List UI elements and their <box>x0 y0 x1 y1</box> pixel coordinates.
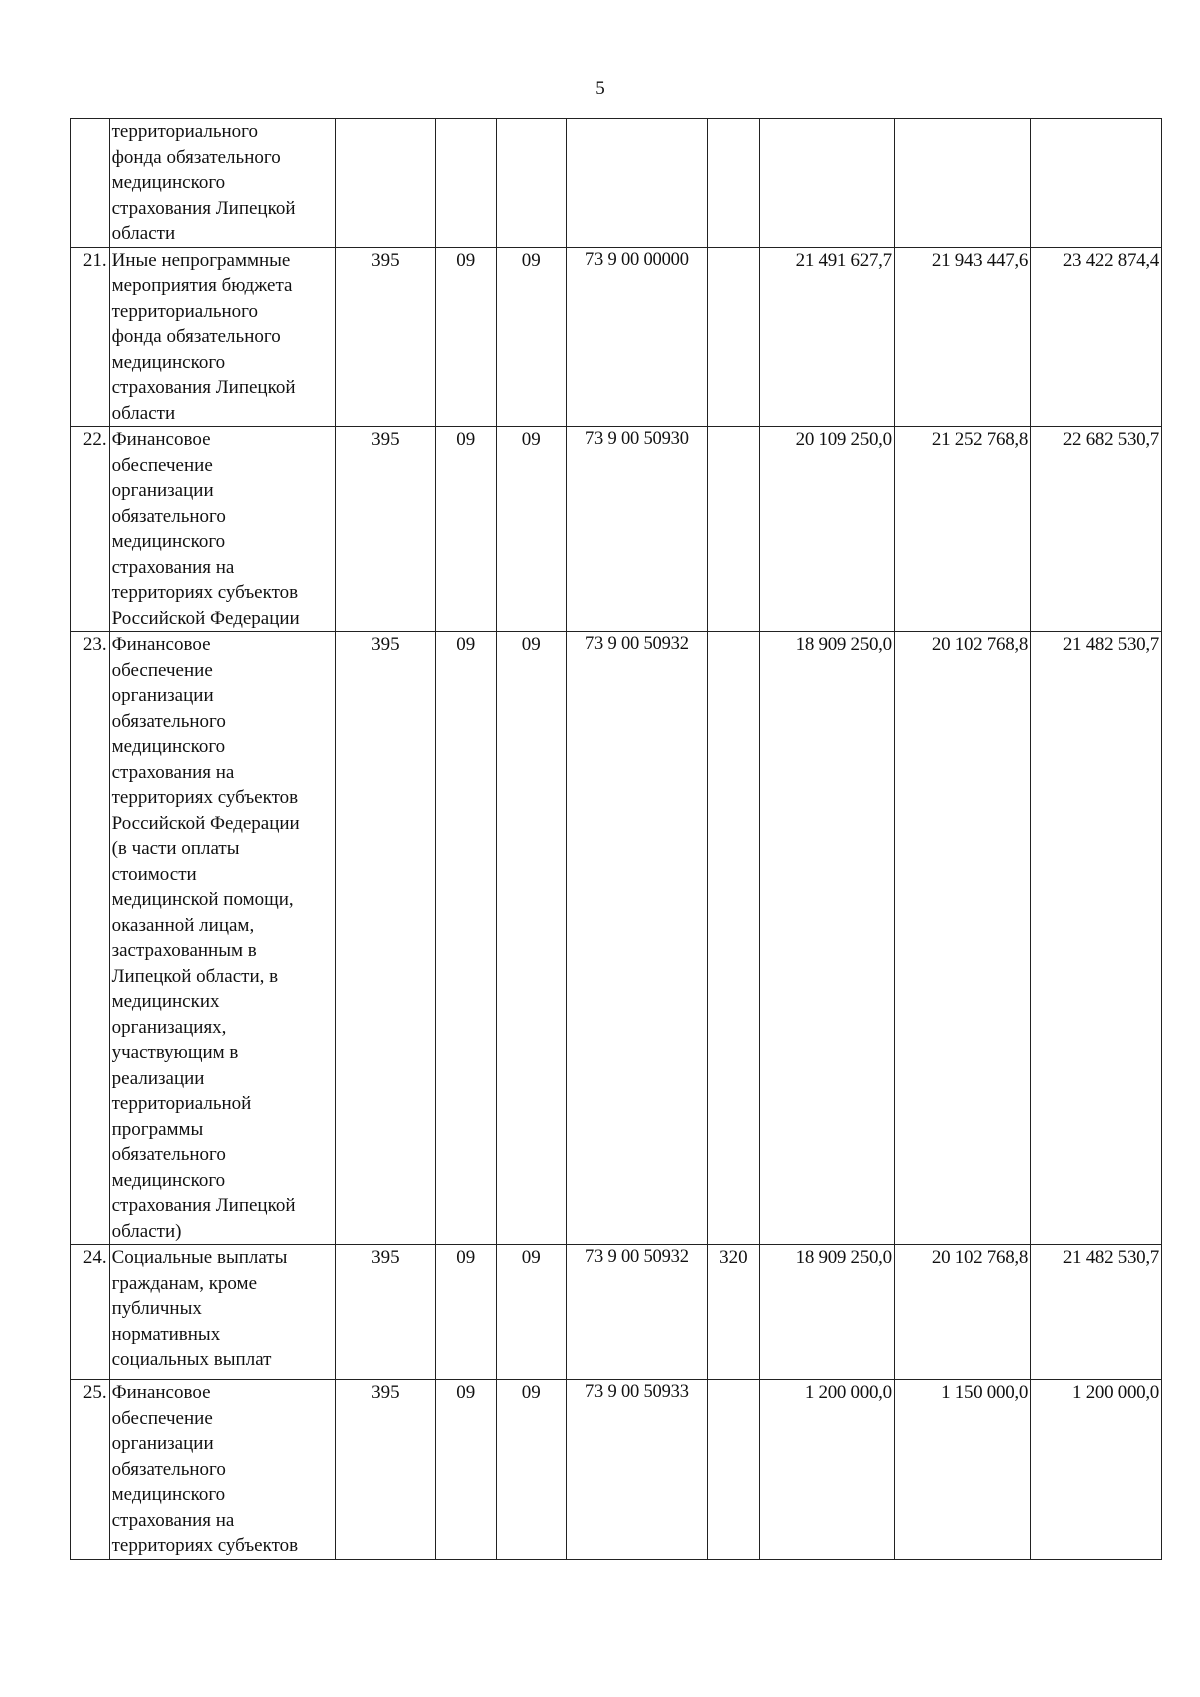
row-name-line: страхования на <box>111 1509 235 1531</box>
row-name-line: страхования на <box>111 556 235 578</box>
row-name-line: Финансовое <box>111 429 211 450</box>
row-name-line: Липецкой области, в <box>111 965 279 987</box>
row-name-line: медицинского <box>111 351 226 373</box>
row-name-line: территориях субъектов <box>111 787 299 808</box>
amount-year-2: 21 943 447,6 <box>894 247 1030 427</box>
row-name <box>109 247 335 427</box>
subsection-code: 09 <box>496 1380 566 1560</box>
section-code: 09 <box>435 1380 496 1560</box>
row-name <box>109 1245 335 1380</box>
row-number: 22. <box>71 427 110 632</box>
row-name-line: гражданам, кроме <box>111 1272 258 1294</box>
section-code <box>435 119 496 248</box>
row-name-line: социальных выплат <box>111 1349 272 1370</box>
page-number: 5 <box>595 78 605 99</box>
row-name-line: обеспечение <box>111 1407 213 1429</box>
expense-kind-code <box>708 427 759 632</box>
row-name-line: Финансовое <box>111 634 211 655</box>
target-article-code: 73 9 00 50933 <box>566 1380 708 1560</box>
row-name-line: Российской Федерации <box>111 812 300 834</box>
row-number: 23. <box>71 632 110 1245</box>
row-name-line: (в части оплаты <box>111 838 240 859</box>
table-row <box>71 427 1162 632</box>
row-name <box>109 632 335 1245</box>
section-code: 09 <box>435 1245 496 1380</box>
row-number <box>71 119 110 248</box>
row-name-line: страхования Липецкой <box>111 377 296 398</box>
amount-year-3: 22 682 530,7 <box>1031 427 1162 632</box>
target-article-code: 73 9 00 50930 <box>566 427 708 632</box>
row-name-line: обеспечение <box>111 659 213 681</box>
target-article-code: 73 9 00 50932 <box>566 632 708 1245</box>
row-name-line: страхования на <box>111 761 235 783</box>
row-name-line: территориального <box>111 300 258 322</box>
budget-table <box>70 118 1162 1560</box>
ministry-code: 395 <box>335 427 435 632</box>
amount-year-1 <box>759 119 894 248</box>
expense-kind-code <box>708 632 759 1245</box>
table-row <box>71 1380 1162 1560</box>
row-name-line: территориальной <box>111 1093 252 1114</box>
row-name-line: медицинского <box>111 1169 226 1191</box>
amount-year-3 <box>1031 119 1162 248</box>
row-name-line: оказанной лицам, <box>111 914 255 936</box>
row-name <box>109 119 335 248</box>
ministry-code: 395 <box>335 247 435 427</box>
table-row <box>71 247 1162 427</box>
row-name-line: медицинского <box>111 531 226 552</box>
amount-year-1: 21 491 627,7 <box>759 247 894 427</box>
row-name-line: организациях, <box>111 1016 227 1038</box>
amount-year-2: 20 102 768,8 <box>894 1245 1030 1380</box>
table-body <box>71 119 1162 1560</box>
row-name-line: медицинского <box>111 172 226 193</box>
row-number: 24. <box>71 1245 110 1380</box>
amount-year-1: 18 909 250,0 <box>759 632 894 1245</box>
table-row <box>71 632 1162 1245</box>
subsection-code: 09 <box>496 1245 566 1380</box>
row-name <box>109 427 335 632</box>
row-name-line: нормативных <box>111 1323 221 1345</box>
row-name-line: обеспечение <box>111 454 213 476</box>
row-name-line: обязательного <box>111 505 226 527</box>
row-name-line: Финансовое <box>111 1382 211 1403</box>
row-name-line: публичных <box>111 1298 202 1319</box>
row-name-line: области <box>111 402 176 424</box>
row-name-line: фонда обязательного <box>111 146 281 168</box>
row-name-line: мероприятия бюджета <box>111 275 293 296</box>
table-row <box>71 119 1162 248</box>
row-name-line: области <box>111 223 176 244</box>
ministry-code: 395 <box>335 1245 435 1380</box>
row-name-line: Иные непрограммные <box>111 249 291 271</box>
row-name-line: реализации <box>111 1067 205 1089</box>
table-row <box>71 1245 1162 1380</box>
row-name-line: медицинской помощи, <box>111 889 294 910</box>
section-code: 09 <box>435 632 496 1245</box>
expense-kind-code: 320 <box>708 1245 759 1380</box>
row-name-line: программы <box>111 1118 204 1140</box>
amount-year-3: 21 482 530,7 <box>1031 632 1162 1245</box>
row-name-line: участвующим в <box>111 1042 239 1063</box>
subsection-code: 09 <box>496 632 566 1245</box>
row-name-line: территориях субъектов <box>111 582 299 603</box>
expense-kind-code <box>708 247 759 427</box>
amount-year-3: 21 482 530,7 <box>1031 1245 1162 1380</box>
row-name-line: застрахованным в <box>111 940 257 961</box>
amount-year-3: 23 422 874,4 <box>1031 247 1162 427</box>
row-name-line: обязательного <box>111 1144 226 1165</box>
row-name-line: медицинских <box>111 991 220 1012</box>
row-name-line: организации <box>111 685 214 706</box>
row-name-line: области) <box>111 1220 182 1242</box>
row-name-line: обязательного <box>111 710 226 732</box>
row-name-line: организации <box>111 1433 214 1454</box>
section-code: 09 <box>435 427 496 632</box>
target-article-code <box>566 119 708 248</box>
section-code: 09 <box>435 247 496 427</box>
ministry-code: 395 <box>335 1380 435 1560</box>
row-number: 21. <box>71 247 110 427</box>
target-article-code: 73 9 00 50932 <box>566 1245 708 1380</box>
expense-kind-code <box>708 1380 759 1560</box>
ministry-code <box>335 119 435 248</box>
row-name-line: медицинского <box>111 736 226 757</box>
ministry-code: 395 <box>335 632 435 1245</box>
row-name-line: стоимости <box>111 863 197 885</box>
row-number: 25. <box>71 1380 110 1560</box>
row-name-line: территориального <box>111 121 258 142</box>
row-name-line: фонда обязательного <box>111 326 281 347</box>
subsection-code <box>496 119 566 248</box>
row-name-line: территориях субъектов <box>111 1535 299 1556</box>
subsection-code: 09 <box>496 427 566 632</box>
subsection-code: 09 <box>496 247 566 427</box>
row-name-line: страхования Липецкой <box>111 1195 296 1216</box>
row-name <box>109 1380 335 1560</box>
amount-year-1: 1 200 000,0 <box>759 1380 894 1560</box>
amount-year-2 <box>894 119 1030 248</box>
amount-year-1: 20 109 250,0 <box>759 427 894 632</box>
row-name-line: медицинского <box>111 1484 226 1505</box>
row-name-line: обязательного <box>111 1458 226 1480</box>
amount-year-3: 1 200 000,0 <box>1031 1380 1162 1560</box>
row-name-line: страхования Липецкой <box>111 197 296 219</box>
amount-year-2: 20 102 768,8 <box>894 632 1030 1245</box>
row-name-line: Российской Федерации <box>111 607 300 629</box>
expense-kind-code <box>708 119 759 248</box>
target-article-code: 73 9 00 00000 <box>566 247 708 427</box>
amount-year-2: 1 150 000,0 <box>894 1380 1030 1560</box>
row-name-line: организации <box>111 480 214 501</box>
amount-year-2: 21 252 768,8 <box>894 427 1030 632</box>
row-name-line: Социальные выплаты <box>111 1247 288 1268</box>
amount-year-1: 18 909 250,0 <box>759 1245 894 1380</box>
